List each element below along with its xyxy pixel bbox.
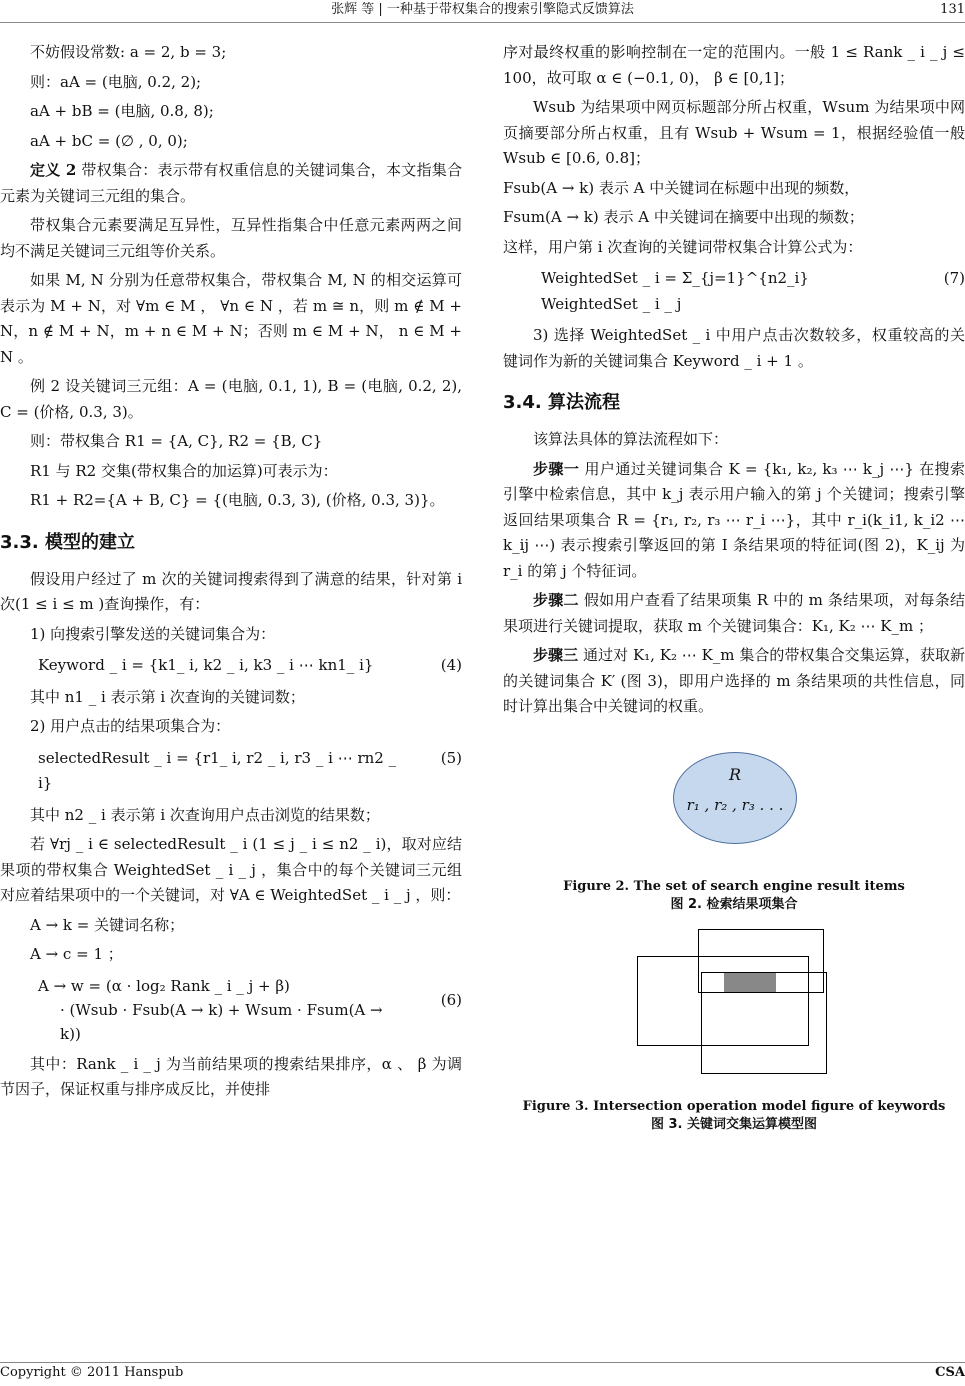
equation-7 (503, 266, 965, 317)
A-c-line: A → c = 1 ； (30, 945, 123, 964)
step-3-label: 步骤三 (533, 646, 579, 665)
equation-4 (0, 653, 462, 679)
example-2-sets: 则：带权集合 R1 = {A, C}, R2 = {B, C} (30, 432, 323, 450)
eq-aA-bC: aA + bC = (∅ , 0, 0); (30, 131, 188, 150)
definition-2 (0, 158, 462, 209)
continued-paragraph: 序对最终权重的影响控制在一定的范围内。一般 1 ≤ Rank _ i _ j ≤ 100，故可取 α ∈ (−0.1, 0)， β ∈ [0,1]； (503, 43, 965, 87)
equation-4-body: Keyword _ i = {k1_ i, k2 _ i, k3 _ i ⋯ kn1_ i} (38, 656, 374, 675)
section-3-4-heading: 3.4. 算法流程 (503, 392, 620, 413)
equation-4-number: (4) (440, 656, 462, 675)
result-set-label: R (728, 764, 742, 784)
running-title: 张辉 等 | 一种基于带权集合的搜索引擎隐式反馈算法 (331, 2, 634, 17)
step-3-text: 通过对 K₁, K₂ ⋯ K_m 集合的带权集合交集运算，获取新的关键词集合 K′ (图 3)，即用户选择的 m 条结果项的共性信息，同时计算出集合中关键词的权重。 (503, 646, 965, 716)
item-2: 2) 用户点击的结果项集合为： (30, 717, 231, 736)
equation-5 (0, 746, 462, 797)
figure-3-caption-zh: 图 3. 关键词交集运算模型图 (650, 1117, 818, 1133)
forall-paragraph: 若 ∀rj _ i ∈ selectedResult _ i (1 ≤ j _ i ≤ n2 _ i)，取对应结果项的带权集合 WeightedSet _ i _ j ，集合中的每个关键词三元组对应着结果项中的一个关键词，对 ∀A ∈ WeightedSet _ i _ j ，则： (0, 835, 462, 905)
section-3-3-heading: 3.3. 模型的建立 (0, 531, 135, 553)
equation-6 (0, 974, 462, 1046)
left-column (0, 40, 462, 1107)
equation-5-number: (5) (440, 748, 462, 767)
example-2: 例 2 设关键词三元组：A = (电脑, 0.1, 1), B = (电脑, 0.2, 2), C = (价格, 0.3, 3)。 (0, 377, 462, 421)
equation-6-number: (6) (440, 990, 462, 1009)
equation-7-body: WeightedSet _ i = Σ_{j=1}^{n2_i} WeightedSet _ i _ j (541, 269, 809, 313)
item-1: 1) 向搜索引擎发送的关键词集合为： (30, 624, 276, 643)
mutex-paragraph: 带权集合元素要满足互异性，互异性指集合中任意元素两两之间均不满足关键词三元组等价关系。 (0, 216, 462, 260)
equation-5-body: selectedResult _ i = {r1_ i, r2 _ i, r3 _ i ⋯ rn2 _ i} (38, 748, 397, 793)
algo-intro: 该算法具体的算法流程如下： (533, 430, 729, 449)
publisher: CSA (935, 1365, 965, 1380)
assume-paragraph: 假设用户经过了 m 次的关键词搜索得到了满意的结果，针对第 i 次(1 ≤ i ≤ m )查询操作，有： (0, 569, 462, 614)
step-1-label: 步骤一 (533, 459, 580, 478)
intersection-paragraph: 如果 M, N 分别为任意带权集合，带权集合 M, N 的相交运算可表示为 M + N，对 ∀m ∈ M ， ∀n ∈ N ，若 m ≅ n，则 m ∉ M + N，n ∉ M + N，m + n ∈ M + N；否则 m ∈ M + N， n ∈ M + N 。 (0, 271, 462, 366)
result-set-ellipse (673, 752, 797, 844)
assume-constants: 不妨假设常数: a = 2, b = 3; (30, 43, 227, 61)
fsub-line: Fsub(A → k) 表示 A 中关键词在标题中出现的频数， (503, 178, 860, 197)
figure-3-caption-en: Figure 3. Intersection operation model figure of keywords (522, 1099, 946, 1115)
rank-paragraph: 其中：Rank _ i _ j 为当前结果项的搜索结果排序，α 、 β 为调节因子，保证权重与排序成反比，并使排 (0, 1054, 462, 1099)
figure-2-caption-zh: 图 2. 检索结果项集合 (670, 896, 798, 912)
figure-2 (503, 724, 965, 874)
step-1-text: 用户通过关键词集合 K = {k₁, k₂, k₃ ⋯ k_j ⋯} 在搜索引擎中检索信息，其中 k_j 表示用户输入的第 j 个关键词；搜索引擎返回结果项集合 R = {r₁, r₂, r₃ ⋯ r_i ⋯}，其中 r_i(k_i1, k_i2 ⋯ k_ij ⋯) 表示搜索引擎返回的第 I 条结果项的特征词(图 2)，K_ij 为 r_i 的第 j 个特征词。 (503, 459, 965, 580)
eq-aA-bB: aA + bB = (电脑, 0.8, 8); (30, 102, 214, 120)
definition-2-label: 定义 2 (30, 161, 77, 179)
step-1 (503, 457, 965, 585)
page-header (0, 0, 965, 23)
n1-paragraph: 其中 n1 _ i 表示第 i 次查询的关键词数； (30, 687, 305, 706)
definition-2-text: 带权集合：表示带有权重信息的关键词集合，本文指集合元素为关键词三元组的集合。 (0, 161, 462, 205)
equation-6-line-2: · (Wsub · Fsub(A → k) + Wsum · Fsum(A → k)) (60, 1000, 383, 1043)
thus-line: 这样，用户第 i 次查询的关键词带权集合计算公式为： (503, 237, 863, 256)
right-column (503, 40, 965, 1134)
figure-3 (503, 914, 965, 1094)
step-2 (503, 588, 965, 639)
n2-paragraph: 其中 n2 _ i 表示第 i 次查询用户点击浏览的结果数； (30, 805, 380, 824)
example-2-union: R1 与 R2 交集(带权集合的加运算)可表示为： (30, 461, 338, 480)
copyright: Copyright © 2011 Hanspub (0, 1365, 184, 1380)
page-footer (0, 1362, 965, 1383)
fsum-line: Fsum(A → k) 表示 A 中关键词在摘要中出现的频数； (503, 208, 864, 226)
wsub-paragraph: Wsub 为结果项中网页标题部分所占权重，Wsum 为结果项中网页摘要部分所占权重，且有 Wsub + Wsum = 1，根据经验值一般 Wsub ∈ [0.6, 0.8]； (503, 98, 965, 167)
page-number: 131 (940, 2, 965, 17)
A-k-line: A → k = 关键词名称； (30, 915, 185, 934)
eq-aA: 则：aA = (电脑, 0.2, 2); (30, 72, 202, 91)
equation-7-number: (7) (943, 269, 965, 287)
step-3 (503, 643, 965, 720)
keyword-set-rectangle-3 (701, 972, 827, 1074)
result-set-elements: r₁ , r₂ , r₃ . . . (686, 795, 784, 814)
figure-2-caption-en: Figure 2. The set of search engine result items (563, 878, 905, 894)
step-2-label: 步骤二 (533, 591, 579, 610)
example-2-result: R1 + R2={A + B, C} = {(电脑, 0.3, 3), (价格, 0.3, 3)}。 (30, 491, 445, 509)
step-2-text: 假如用户查看了结果项集 R 中的 m 条结果项，对每条结果项进行关键词提取，获取 m 个关键词集合：K₁, K₂ ⋯ K_m ； (503, 591, 965, 635)
item-3: 3) 选择 WeightedSet _ i 中用户点击次数较多，权重较高的关键词作为新的关键词集合 Keyword _ i + 1 。 (503, 326, 965, 370)
equation-6-line-1: A → w = (α · log₂ Rank _ i _ j + β) (38, 976, 290, 995)
